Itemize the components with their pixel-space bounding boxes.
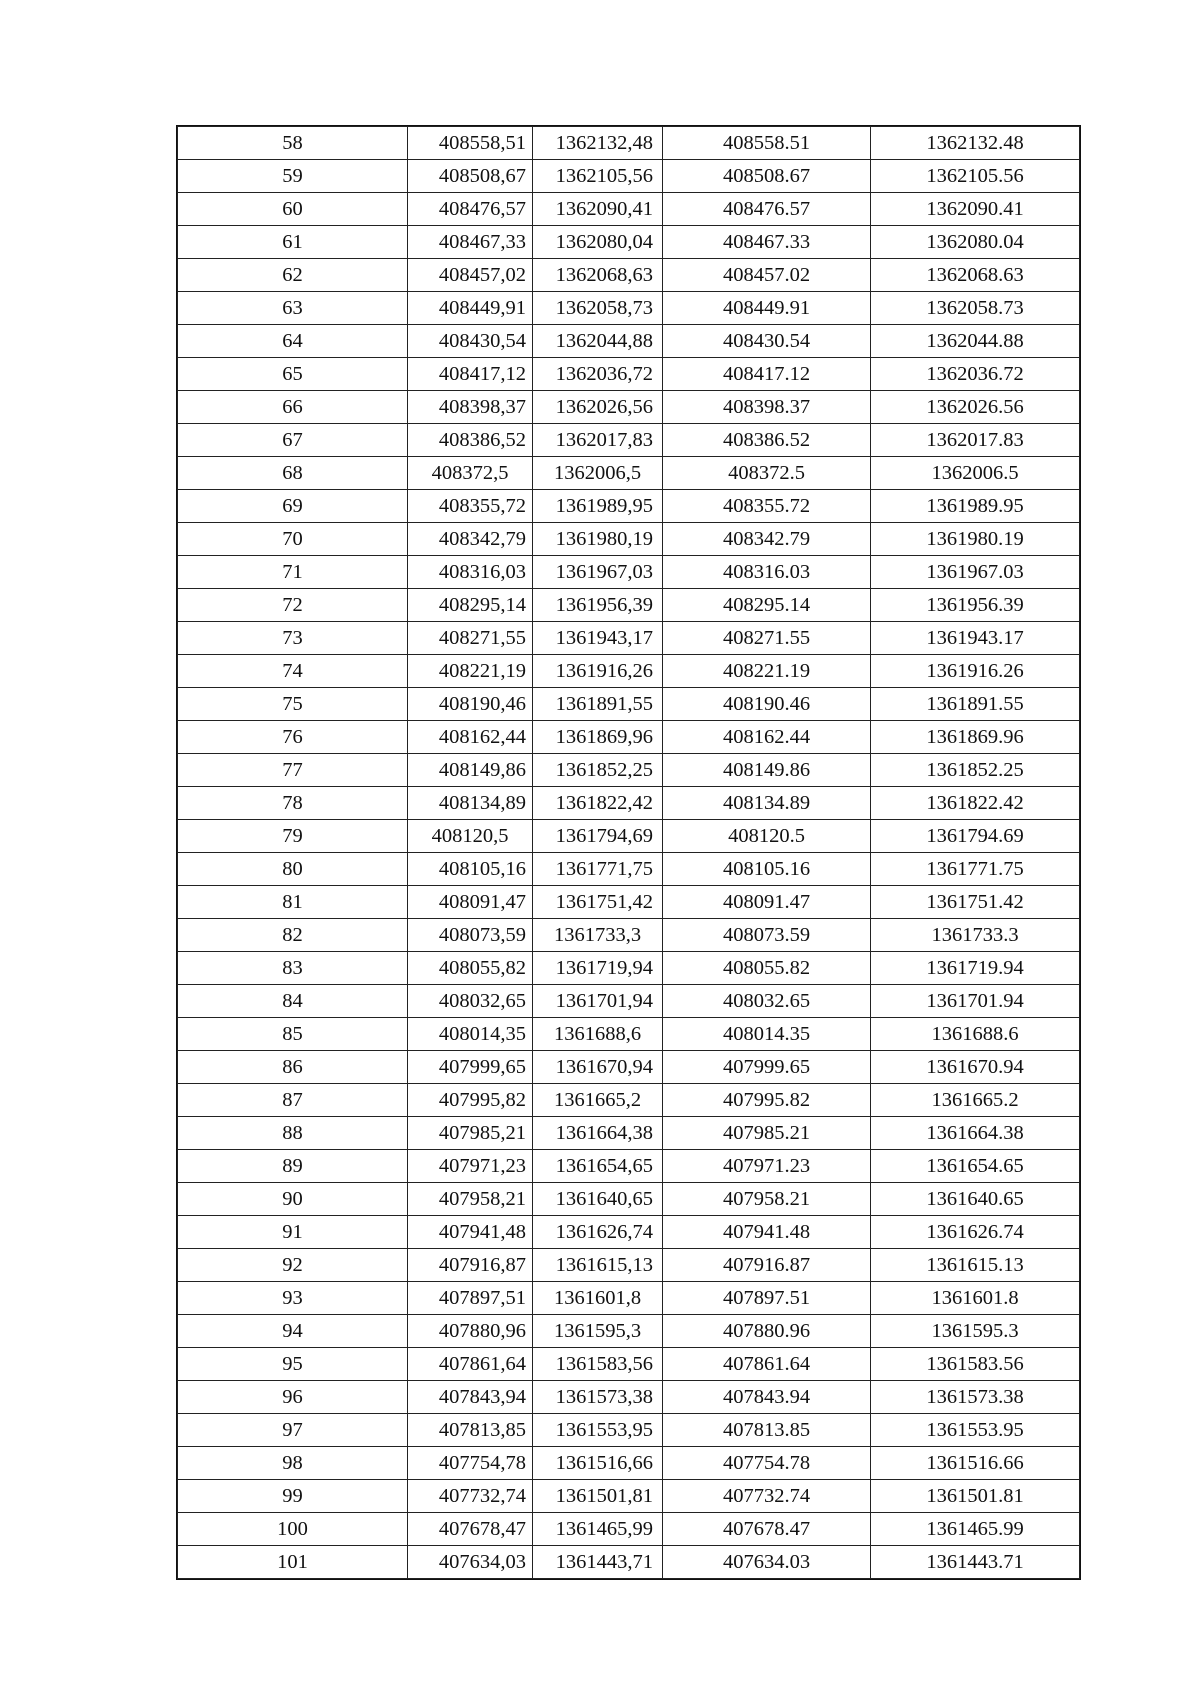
y-coordinate-converted-cell: 1362080.04 — [871, 226, 1080, 259]
x-coordinate-converted-cell: 407861.64 — [663, 1348, 871, 1381]
y-coordinate-converted-cell: 1361989.95 — [871, 490, 1080, 523]
x-coordinate-cell: 408162,44 — [408, 721, 533, 754]
point-number-cell: 94 — [178, 1315, 408, 1348]
table-row — [178, 853, 1080, 886]
x-coordinate-converted-cell: 408271.55 — [663, 622, 871, 655]
y-coordinate-converted-cell: 1361916.26 — [871, 655, 1080, 688]
x-coordinate-converted-cell: 408457.02 — [663, 259, 871, 292]
point-number-cell: 78 — [178, 787, 408, 820]
x-coordinate-converted-cell: 408467.33 — [663, 226, 871, 259]
table-row — [178, 391, 1080, 424]
table-row — [178, 787, 1080, 820]
x-coordinate-converted-cell: 408014.35 — [663, 1018, 871, 1051]
table-row — [178, 919, 1080, 952]
table-row — [178, 457, 1080, 490]
x-coordinate-cell: 408467,33 — [408, 226, 533, 259]
point-number-cell: 58 — [178, 127, 408, 160]
x-coordinate-converted-cell: 408073.59 — [663, 919, 871, 952]
point-number-cell: 69 — [178, 490, 408, 523]
y-coordinate-cell: 1361719,94 — [533, 952, 663, 985]
x-coordinate-converted-cell: 408417.12 — [663, 358, 871, 391]
y-coordinate-converted-cell: 1361665.2 — [871, 1084, 1080, 1117]
point-number-cell: 71 — [178, 556, 408, 589]
point-number-cell: 72 — [178, 589, 408, 622]
y-coordinate-converted-cell: 1361852.25 — [871, 754, 1080, 787]
point-number-cell: 70 — [178, 523, 408, 556]
y-coordinate-cell: 1361501,81 — [533, 1480, 663, 1513]
y-coordinate-cell: 1361615,13 — [533, 1249, 663, 1282]
y-coordinate-converted-cell: 1361733.3 — [871, 919, 1080, 952]
y-coordinate-cell: 1361601,8 — [533, 1282, 663, 1315]
point-number-cell: 81 — [178, 886, 408, 919]
x-coordinate-converted-cell: 407971.23 — [663, 1150, 871, 1183]
point-number-cell: 79 — [178, 820, 408, 853]
x-coordinate-cell: 408091,47 — [408, 886, 533, 919]
point-number-cell: 83 — [178, 952, 408, 985]
y-coordinate-cell: 1362058,73 — [533, 292, 663, 325]
x-coordinate-cell: 408316,03 — [408, 556, 533, 589]
x-coordinate-cell: 408430,54 — [408, 325, 533, 358]
x-coordinate-converted-cell: 408476.57 — [663, 193, 871, 226]
table-row — [178, 556, 1080, 589]
y-coordinate-cell: 1361516,66 — [533, 1447, 663, 1480]
x-coordinate-cell: 407916,87 — [408, 1249, 533, 1282]
x-coordinate-converted-cell: 407634.03 — [663, 1546, 871, 1579]
x-coordinate-cell: 408190,46 — [408, 688, 533, 721]
table-row — [178, 688, 1080, 721]
y-coordinate-converted-cell: 1361640.65 — [871, 1183, 1080, 1216]
x-coordinate-cell: 408355,72 — [408, 490, 533, 523]
y-coordinate-converted-cell: 1361664.38 — [871, 1117, 1080, 1150]
y-coordinate-converted-cell: 1361943.17 — [871, 622, 1080, 655]
table-row — [178, 127, 1080, 160]
x-coordinate-converted-cell: 408430.54 — [663, 325, 871, 358]
y-coordinate-converted-cell: 1361956.39 — [871, 589, 1080, 622]
y-coordinate-converted-cell: 1361553.95 — [871, 1414, 1080, 1447]
table-row — [178, 1513, 1080, 1546]
y-coordinate-converted-cell: 1361654.65 — [871, 1150, 1080, 1183]
y-coordinate-cell: 1362105,56 — [533, 160, 663, 193]
x-coordinate-cell: 407958,21 — [408, 1183, 533, 1216]
table-row — [178, 1051, 1080, 1084]
x-coordinate-cell: 407732,74 — [408, 1480, 533, 1513]
y-coordinate-converted-cell: 1361967.03 — [871, 556, 1080, 589]
x-coordinate-cell: 408105,16 — [408, 853, 533, 886]
point-number-cell: 67 — [178, 424, 408, 457]
x-coordinate-cell: 408342,79 — [408, 523, 533, 556]
y-coordinate-cell: 1361443,71 — [533, 1546, 663, 1579]
table-row — [178, 160, 1080, 193]
y-coordinate-converted-cell: 1362036.72 — [871, 358, 1080, 391]
x-coordinate-cell: 408014,35 — [408, 1018, 533, 1051]
y-coordinate-cell: 1361891,55 — [533, 688, 663, 721]
y-coordinate-converted-cell: 1361601.8 — [871, 1282, 1080, 1315]
y-coordinate-converted-cell: 1361701.94 — [871, 985, 1080, 1018]
table-row — [178, 754, 1080, 787]
y-coordinate-converted-cell: 1362132.48 — [871, 127, 1080, 160]
y-coordinate-cell: 1362017,83 — [533, 424, 663, 457]
x-coordinate-cell: 407754,78 — [408, 1447, 533, 1480]
point-number-cell: 86 — [178, 1051, 408, 1084]
table-row — [178, 1249, 1080, 1282]
table-row — [178, 226, 1080, 259]
x-coordinate-converted-cell: 407813.85 — [663, 1414, 871, 1447]
y-coordinate-cell: 1361665,2 — [533, 1084, 663, 1117]
point-number-cell: 92 — [178, 1249, 408, 1282]
point-number-cell: 77 — [178, 754, 408, 787]
x-coordinate-converted-cell: 408105.16 — [663, 853, 871, 886]
x-coordinate-converted-cell: 407754.78 — [663, 1447, 871, 1480]
y-coordinate-cell: 1361943,17 — [533, 622, 663, 655]
point-number-cell: 80 — [178, 853, 408, 886]
x-coordinate-cell: 408398,37 — [408, 391, 533, 424]
y-coordinate-cell: 1362080,04 — [533, 226, 663, 259]
y-coordinate-cell: 1362132,48 — [533, 127, 663, 160]
table-row — [178, 1315, 1080, 1348]
point-number-cell: 82 — [178, 919, 408, 952]
y-coordinate-cell: 1361701,94 — [533, 985, 663, 1018]
x-coordinate-converted-cell: 407843.94 — [663, 1381, 871, 1414]
y-coordinate-cell: 1361852,25 — [533, 754, 663, 787]
point-number-cell: 66 — [178, 391, 408, 424]
y-coordinate-cell: 1362026,56 — [533, 391, 663, 424]
x-coordinate-cell: 407941,48 — [408, 1216, 533, 1249]
x-coordinate-cell: 407843,94 — [408, 1381, 533, 1414]
point-number-cell: 62 — [178, 259, 408, 292]
table-row — [178, 985, 1080, 1018]
x-coordinate-converted-cell: 408355.72 — [663, 490, 871, 523]
x-coordinate-converted-cell: 407897.51 — [663, 1282, 871, 1315]
point-number-cell: 61 — [178, 226, 408, 259]
x-coordinate-converted-cell: 407678.47 — [663, 1513, 871, 1546]
table-row — [178, 325, 1080, 358]
y-coordinate-converted-cell: 1361501.81 — [871, 1480, 1080, 1513]
x-coordinate-converted-cell: 408386.52 — [663, 424, 871, 457]
x-coordinate-converted-cell: 407880.96 — [663, 1315, 871, 1348]
x-coordinate-converted-cell: 407916.87 — [663, 1249, 871, 1282]
x-coordinate-cell: 408508,67 — [408, 160, 533, 193]
x-coordinate-cell: 408120,5 — [408, 820, 533, 853]
y-coordinate-converted-cell: 1361516.66 — [871, 1447, 1080, 1480]
table-row — [178, 1414, 1080, 1447]
point-number-cell: 59 — [178, 160, 408, 193]
table-row — [178, 820, 1080, 853]
table-row — [178, 523, 1080, 556]
y-coordinate-converted-cell: 1361822.42 — [871, 787, 1080, 820]
x-coordinate-cell: 408221,19 — [408, 655, 533, 688]
y-coordinate-cell: 1361670,94 — [533, 1051, 663, 1084]
y-coordinate-cell: 1361980,19 — [533, 523, 663, 556]
x-coordinate-cell: 408032,65 — [408, 985, 533, 1018]
y-coordinate-converted-cell: 1362058.73 — [871, 292, 1080, 325]
table-row — [178, 1018, 1080, 1051]
y-coordinate-cell: 1361626,74 — [533, 1216, 663, 1249]
x-coordinate-converted-cell: 408398.37 — [663, 391, 871, 424]
y-coordinate-cell: 1361640,65 — [533, 1183, 663, 1216]
point-number-cell: 63 — [178, 292, 408, 325]
point-number-cell: 73 — [178, 622, 408, 655]
x-coordinate-converted-cell: 407985.21 — [663, 1117, 871, 1150]
y-coordinate-cell: 1361794,69 — [533, 820, 663, 853]
y-coordinate-converted-cell: 1361980.19 — [871, 523, 1080, 556]
y-coordinate-converted-cell: 1361751.42 — [871, 886, 1080, 919]
x-coordinate-converted-cell: 407999.65 — [663, 1051, 871, 1084]
x-coordinate-cell: 408271,55 — [408, 622, 533, 655]
y-coordinate-cell: 1361822,42 — [533, 787, 663, 820]
point-number-cell: 84 — [178, 985, 408, 1018]
point-number-cell: 60 — [178, 193, 408, 226]
x-coordinate-cell: 407995,82 — [408, 1084, 533, 1117]
x-coordinate-cell: 408558,51 — [408, 127, 533, 160]
coordinates-table-body — [178, 127, 1080, 1579]
y-coordinate-cell: 1362068,63 — [533, 259, 663, 292]
x-coordinate-converted-cell: 408372.5 — [663, 457, 871, 490]
x-coordinate-converted-cell: 408055.82 — [663, 952, 871, 985]
x-coordinate-converted-cell: 408190.46 — [663, 688, 871, 721]
table-row — [178, 193, 1080, 226]
table-row — [178, 1348, 1080, 1381]
y-coordinate-cell: 1361688,6 — [533, 1018, 663, 1051]
y-coordinate-cell: 1361664,38 — [533, 1117, 663, 1150]
y-coordinate-converted-cell: 1362006.5 — [871, 457, 1080, 490]
point-number-cell: 98 — [178, 1447, 408, 1480]
point-number-cell: 99 — [178, 1480, 408, 1513]
point-number-cell: 89 — [178, 1150, 408, 1183]
y-coordinate-converted-cell: 1362068.63 — [871, 259, 1080, 292]
y-coordinate-converted-cell: 1362017.83 — [871, 424, 1080, 457]
y-coordinate-converted-cell: 1361573.38 — [871, 1381, 1080, 1414]
x-coordinate-cell: 408476,57 — [408, 193, 533, 226]
table-row — [178, 424, 1080, 457]
x-coordinate-cell: 408055,82 — [408, 952, 533, 985]
point-number-cell: 76 — [178, 721, 408, 754]
point-number-cell: 65 — [178, 358, 408, 391]
table-row — [178, 1117, 1080, 1150]
x-coordinate-converted-cell: 407958.21 — [663, 1183, 871, 1216]
table-row — [178, 721, 1080, 754]
point-number-cell: 75 — [178, 688, 408, 721]
table-row — [178, 1282, 1080, 1315]
x-coordinate-cell: 407861,64 — [408, 1348, 533, 1381]
x-coordinate-cell: 407634,03 — [408, 1546, 533, 1579]
y-coordinate-converted-cell: 1362105.56 — [871, 160, 1080, 193]
point-number-cell: 97 — [178, 1414, 408, 1447]
point-number-cell: 101 — [178, 1546, 408, 1579]
point-number-cell: 64 — [178, 325, 408, 358]
x-coordinate-converted-cell: 407732.74 — [663, 1480, 871, 1513]
table-row — [178, 490, 1080, 523]
point-number-cell: 85 — [178, 1018, 408, 1051]
x-coordinate-cell: 408149,86 — [408, 754, 533, 787]
y-coordinate-cell: 1362044,88 — [533, 325, 663, 358]
y-coordinate-converted-cell: 1362026.56 — [871, 391, 1080, 424]
table-row — [178, 1216, 1080, 1249]
y-coordinate-cell: 1361967,03 — [533, 556, 663, 589]
y-coordinate-cell: 1362090,41 — [533, 193, 663, 226]
x-coordinate-converted-cell: 408091.47 — [663, 886, 871, 919]
point-number-cell: 95 — [178, 1348, 408, 1381]
x-coordinate-converted-cell: 408134.89 — [663, 787, 871, 820]
y-coordinate-converted-cell: 1361891.55 — [871, 688, 1080, 721]
x-coordinate-cell: 408295,14 — [408, 589, 533, 622]
y-coordinate-cell: 1361595,3 — [533, 1315, 663, 1348]
point-number-cell: 87 — [178, 1084, 408, 1117]
y-coordinate-cell: 1361771,75 — [533, 853, 663, 886]
point-number-cell: 96 — [178, 1381, 408, 1414]
x-coordinate-cell: 407678,47 — [408, 1513, 533, 1546]
y-coordinate-cell: 1361553,95 — [533, 1414, 663, 1447]
point-number-cell: 90 — [178, 1183, 408, 1216]
x-coordinate-converted-cell: 408032.65 — [663, 985, 871, 1018]
coordinates-table — [177, 126, 1080, 1579]
y-coordinate-cell: 1361733,3 — [533, 919, 663, 952]
y-coordinate-converted-cell: 1361670.94 — [871, 1051, 1080, 1084]
x-coordinate-cell: 407985,21 — [408, 1117, 533, 1150]
table-row — [178, 358, 1080, 391]
x-coordinate-cell: 408417,12 — [408, 358, 533, 391]
y-coordinate-converted-cell: 1361583.56 — [871, 1348, 1080, 1381]
x-coordinate-converted-cell: 407941.48 — [663, 1216, 871, 1249]
y-coordinate-converted-cell: 1362090.41 — [871, 193, 1080, 226]
y-coordinate-cell: 1361751,42 — [533, 886, 663, 919]
table-row — [178, 886, 1080, 919]
y-coordinate-converted-cell: 1361443.71 — [871, 1546, 1080, 1579]
table-row — [178, 952, 1080, 985]
x-coordinate-cell: 408073,59 — [408, 919, 533, 952]
y-coordinate-cell: 1361583,56 — [533, 1348, 663, 1381]
x-coordinate-cell: 407813,85 — [408, 1414, 533, 1447]
y-coordinate-cell: 1361989,95 — [533, 490, 663, 523]
x-coordinate-converted-cell: 408558.51 — [663, 127, 871, 160]
point-number-cell: 91 — [178, 1216, 408, 1249]
y-coordinate-cell: 1361869,96 — [533, 721, 663, 754]
y-coordinate-converted-cell: 1361688.6 — [871, 1018, 1080, 1051]
table-row — [178, 1381, 1080, 1414]
y-coordinate-converted-cell: 1361719.94 — [871, 952, 1080, 985]
y-coordinate-converted-cell: 1362044.88 — [871, 325, 1080, 358]
point-number-cell: 68 — [178, 457, 408, 490]
y-coordinate-cell: 1361916,26 — [533, 655, 663, 688]
table-row — [178, 259, 1080, 292]
point-number-cell: 88 — [178, 1117, 408, 1150]
x-coordinate-cell: 407999,65 — [408, 1051, 533, 1084]
x-coordinate-cell: 408134,89 — [408, 787, 533, 820]
table-row — [178, 1447, 1080, 1480]
x-coordinate-converted-cell: 408316.03 — [663, 556, 871, 589]
x-coordinate-converted-cell: 408120.5 — [663, 820, 871, 853]
table-row — [178, 589, 1080, 622]
y-coordinate-converted-cell: 1361465.99 — [871, 1513, 1080, 1546]
y-coordinate-converted-cell: 1361626.74 — [871, 1216, 1080, 1249]
y-coordinate-converted-cell: 1361771.75 — [871, 853, 1080, 886]
x-coordinate-converted-cell: 407995.82 — [663, 1084, 871, 1117]
x-coordinate-cell: 408457,02 — [408, 259, 533, 292]
y-coordinate-converted-cell: 1361595.3 — [871, 1315, 1080, 1348]
x-coordinate-converted-cell: 408449.91 — [663, 292, 871, 325]
y-coordinate-cell: 1362006,5 — [533, 457, 663, 490]
table-row — [178, 622, 1080, 655]
y-coordinate-cell: 1362036,72 — [533, 358, 663, 391]
x-coordinate-converted-cell: 408508.67 — [663, 160, 871, 193]
y-coordinate-cell: 1361465,99 — [533, 1513, 663, 1546]
y-coordinate-cell: 1361956,39 — [533, 589, 663, 622]
x-coordinate-converted-cell: 408149.86 — [663, 754, 871, 787]
x-coordinate-converted-cell: 408221.19 — [663, 655, 871, 688]
point-number-cell: 74 — [178, 655, 408, 688]
table-row — [178, 1183, 1080, 1216]
x-coordinate-converted-cell: 408295.14 — [663, 589, 871, 622]
x-coordinate-cell: 407897,51 — [408, 1282, 533, 1315]
table-row — [178, 292, 1080, 325]
y-coordinate-cell: 1361654,65 — [533, 1150, 663, 1183]
y-coordinate-converted-cell: 1361794.69 — [871, 820, 1080, 853]
table-row — [178, 655, 1080, 688]
x-coordinate-cell: 408449,91 — [408, 292, 533, 325]
table-row — [178, 1546, 1080, 1579]
x-coordinate-converted-cell: 408162.44 — [663, 721, 871, 754]
x-coordinate-cell: 407971,23 — [408, 1150, 533, 1183]
table-row — [178, 1084, 1080, 1117]
y-coordinate-cell: 1361573,38 — [533, 1381, 663, 1414]
table-row — [178, 1480, 1080, 1513]
x-coordinate-cell: 407880,96 — [408, 1315, 533, 1348]
table-row — [178, 1150, 1080, 1183]
x-coordinate-cell: 408372,5 — [408, 457, 533, 490]
y-coordinate-converted-cell: 1361869.96 — [871, 721, 1080, 754]
y-coordinate-converted-cell: 1361615.13 — [871, 1249, 1080, 1282]
point-number-cell: 93 — [178, 1282, 408, 1315]
point-number-cell: 100 — [178, 1513, 408, 1546]
x-coordinate-converted-cell: 408342.79 — [663, 523, 871, 556]
x-coordinate-cell: 408386,52 — [408, 424, 533, 457]
